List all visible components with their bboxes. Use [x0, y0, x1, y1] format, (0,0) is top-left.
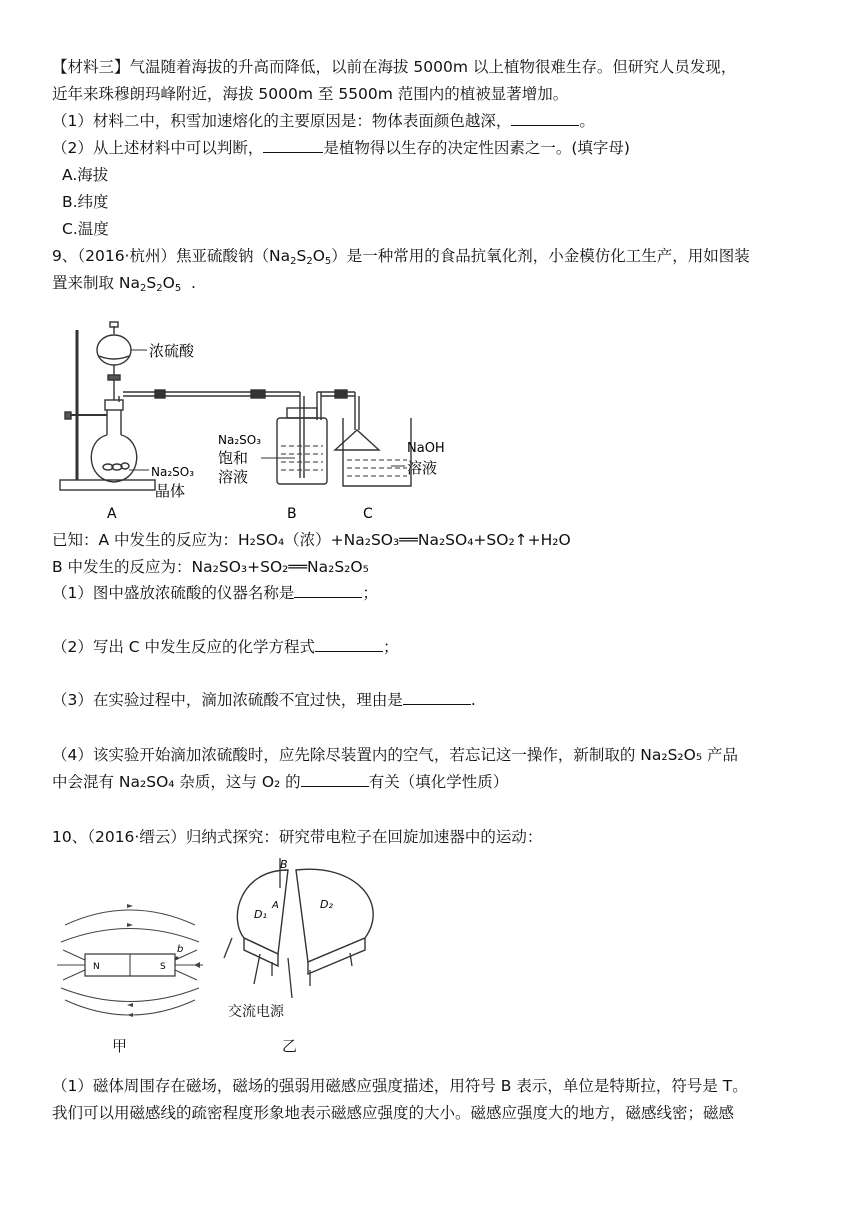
q9-sub1: [52, 583, 378, 603]
label-solution-c: 溶液: [407, 459, 438, 477]
q9-sub4-line1: （4）该实验开始滴加浓硫酸时，应先除尽装置内的空气，若忘记这一操作，新制取的 Na₂S₂O₅ 产品: [52, 746, 738, 764]
q8-sub2: [52, 138, 630, 158]
label-na2so3-crystal: Na₂SO₃: [151, 465, 195, 479]
q9-sub1-pre: （1）图中盛放浓硫酸的仪器名称是: [52, 584, 295, 602]
known-reaction-a: 已知：A 中发生的反应为：H₂SO₄（浓）+Na₂SO₃══Na₂SO₄+SO₂↑+H₂O: [52, 531, 571, 549]
q9-intro-line1: 9、（2016·杭州）焦亚硫酸钠$(Na_2S_2O_5)$是一种常用的食品抗氧化剂，小金模仿化工生产，用如图装: [52, 247, 750, 267]
label-solution-b: 溶液: [218, 468, 249, 486]
cyclotron-figure: [220, 858, 400, 998]
q9-sub4-line2: [52, 772, 508, 792]
q8-sub1: [52, 111, 595, 131]
point-a-label: A: [272, 900, 279, 911]
beaker-c: [343, 418, 411, 486]
material3-line1: 【材料三】气温随着海拔的升高而降低，以前在海拔 5000m 以上植物很难生存。但研究人员发现，: [52, 58, 737, 76]
inverted-funnel: [335, 430, 379, 450]
q10-sub1-line2: 我们可以用磁感线的疏密程度形象地表示磁感应强度的大小。磁感应强度大的地方，磁感线密；磁感: [52, 1104, 735, 1122]
label-saturated: 饱和: [218, 449, 249, 467]
stopcock: [108, 375, 120, 380]
q9-sub2-post: ；: [383, 638, 399, 656]
separatory-funnel: [97, 335, 131, 365]
q9-sub3-pre: （3）在实验过程中，滴加浓硫酸不宜过快，理由是: [52, 691, 403, 709]
label-a: A: [107, 506, 117, 522]
option-b: B.纬度: [62, 193, 109, 211]
q8-sub1-pre: （1）材料二中，积雪加速熔化的主要原因是：物体表面颜色越深，: [52, 112, 512, 130]
answer-blank[interactable]: [315, 637, 383, 652]
q9-sub2: [52, 637, 399, 657]
q9-sub3-post: .: [470, 691, 476, 709]
option-a: A.海拔: [62, 166, 109, 184]
q9-sub2-pre: （2）写出 C 中发生反应的化学方程式: [52, 638, 316, 656]
magnet-figure: [55, 900, 205, 1020]
gas-bottle-b: [277, 418, 327, 484]
q8-sub2-post: 是植物得以生存的决定性因素之一。(填字母): [323, 139, 630, 157]
label-na2so3-sat: Na₂SO₃: [218, 433, 262, 447]
figure-yi-caption: 乙: [282, 1037, 298, 1055]
round-bottom-flask: [91, 435, 136, 482]
q9-sub4-pre: 中会混有 Na₂SO₄ 杂质，这与 O₂ 的: [52, 773, 301, 791]
q9-intro1-pre: 9、（2016·杭州）焦亚硫酸钠（Na: [52, 247, 291, 265]
material3-line2: 近年来珠穆朗玛峰附近，海拔 5000m 至 5500m 范围内的植被显著增加。: [52, 85, 569, 103]
label-b: B: [287, 506, 297, 522]
q10-intro: 10、（2016·缙云）归纳式探究：研究带电粒子在回旋加速器中的运动：: [52, 828, 543, 846]
point-b-label: b: [177, 944, 184, 955]
option-c: C.温度: [62, 220, 109, 238]
apparatus-figure: [55, 320, 455, 525]
d2-label: D₂: [320, 898, 333, 911]
magnet-s-label: S: [160, 962, 166, 972]
known-reaction-b: B 中发生的反应为：Na₂SO₃+SO₂══Na₂S₂O₅: [52, 558, 369, 576]
bottle-b-stopper: [287, 408, 317, 418]
q8-sub2-pre: （2）从上述材料中可以判断，: [52, 139, 264, 157]
magnet-n-label: N: [93, 962, 100, 972]
answer-blank[interactable]: [511, 111, 579, 126]
label-c: C: [363, 506, 373, 522]
label-acid: 浓硫酸: [149, 342, 195, 360]
q9-sub1-post: ；: [362, 584, 378, 602]
answer-blank[interactable]: [301, 772, 369, 787]
answer-blank[interactable]: [403, 690, 471, 705]
q9-intro2: 置来制取 Na: [52, 274, 141, 292]
figure-jia-caption: 甲: [112, 1037, 128, 1055]
q10-sub1-line1: （1）磁体周围存在磁场，磁场的强弱用磁感应强度描述，用符号 B 表示，单位是特斯拉，符号是 T。: [52, 1077, 748, 1095]
label-crystal: 晶体: [155, 482, 186, 500]
label-naoh: NaOH: [407, 441, 445, 456]
d1-label: D₁: [254, 908, 267, 921]
q8-sub1-post: 。: [579, 112, 595, 130]
q9-intro-line2: 置来制取 $Na_2S_2O_5$ .: [52, 274, 196, 294]
q9-intro1-post: ）是一种常用的食品抗氧化剂，小金模仿化工生产，用如图装: [331, 247, 750, 265]
answer-blank[interactable]: [263, 138, 323, 153]
answer-blank[interactable]: [294, 583, 362, 598]
q9-sub3: [52, 690, 476, 710]
q9-sub4-post: 有关（填化学性质）: [368, 773, 509, 791]
ac-power-label: 交流电源: [228, 1004, 284, 1020]
field-b-label: B: [280, 858, 288, 871]
